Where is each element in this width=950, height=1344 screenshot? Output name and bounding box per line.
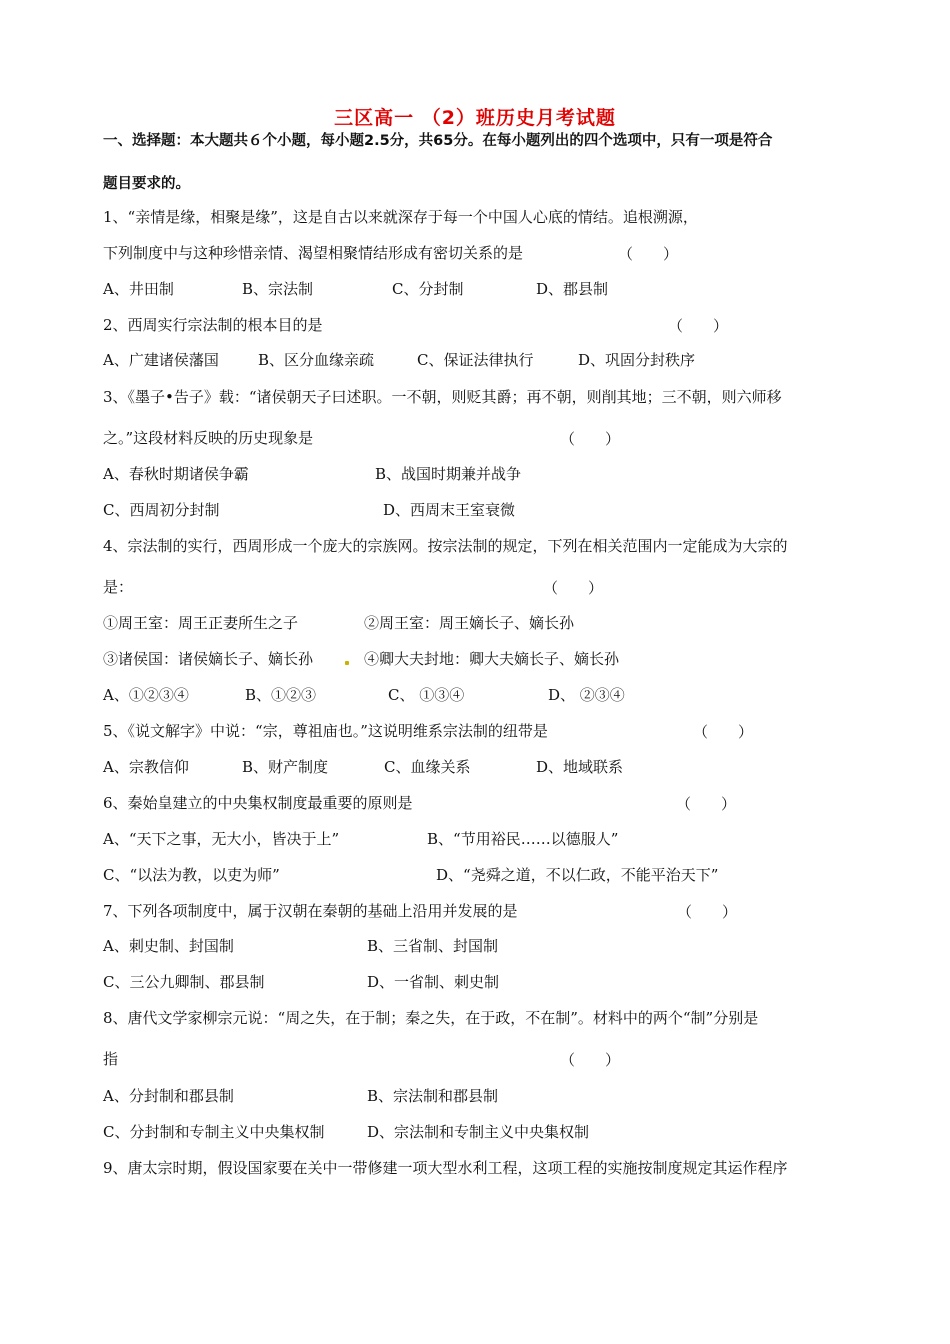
question-2-stem: 2、西周实行宗法制的根本目的是 — [103, 316, 323, 334]
option-7c: C、三公九卿制、郡县制 — [103, 973, 265, 991]
answer-blank-4: （ ） — [543, 579, 604, 597]
option-8c: C、分封制和专制主义中央集权制 — [103, 1123, 325, 1141]
option-8b: B、宗法制和郡县制 — [367, 1087, 499, 1105]
option-3b: B、战国时期兼并战争 — [375, 465, 522, 483]
option-7a: A、刺史制、封国制 — [103, 937, 234, 955]
question-8-stem-cont: 指 — [103, 1050, 119, 1068]
statement-3: ③诸侯国：诸侯嫡长子、嫡长孙 — [103, 650, 314, 668]
option-4d: D、 ②③④ — [548, 686, 625, 704]
question-8-stem: 8、唐代文学家柳宗元说：“周之失，在于制；秦之失，在于政，不在制”。材料中的两个“制”分别是 — [103, 1009, 759, 1027]
option-6d: D、“尧舜之道，不以仁政，不能平治天下” — [436, 866, 719, 884]
option-2c: C、保证法律执行 — [417, 351, 534, 369]
question-7-stem: 7、下列各项制度中，属于汉朝在秦朝的基础上沿用并发展的是 — [103, 902, 518, 920]
option-7b: B、三省制、封国制 — [367, 937, 499, 955]
stray-mark — [345, 661, 349, 665]
statement-2: ②周王室：周王嫡长子、嫡长孙 — [364, 614, 575, 632]
question-4-stem: 4、宗法制的实行，西周形成一个庞大的宗族网。按宗法制的规定，下列在相关范围内一定能成为大宗的 — [103, 537, 788, 555]
option-1a: A、井田制 — [103, 280, 174, 298]
question-4-stem-cont: 是： — [103, 578, 134, 596]
question-3-stem: 3、《墨子•告子》载：“诸侯朝天子曰述职。一不朝，则贬其爵；再不朝，则削其地；三不朝，则六师移 — [103, 388, 782, 406]
question-5-stem: 5、《说文解字》中说：“宗，尊祖庙也。”这说明维系宗法制的纽带是 — [103, 722, 548, 740]
answer-blank-2: （ ） — [668, 317, 729, 335]
question-3-stem-cont: 之。”这段材料反映的历史现象是 — [103, 429, 314, 447]
option-8d: D、宗法制和专制主义中央集权制 — [367, 1123, 590, 1141]
option-8a: A、分封制和郡县制 — [103, 1087, 234, 1105]
option-6c: C、“以法为教，以吏为师” — [103, 866, 280, 884]
option-2a: A、广建诸侯藩国 — [103, 351, 219, 369]
answer-blank-5: （ ） — [693, 723, 754, 741]
option-6b: B、“节用裕民……以德服人” — [427, 830, 619, 848]
statement-4: ④卿大夫封地：卿大夫嫡长子、嫡长孙 — [364, 650, 620, 668]
option-3d: D、西周末王室衰微 — [383, 501, 516, 519]
question-1-stem: 1、“亲情是缘，相聚是缘”，这是自古以来就深存于每一个中国人心底的情结。追根溯源， — [103, 208, 698, 226]
answer-blank-7: （ ） — [677, 903, 738, 921]
option-1b: B、宗法制 — [242, 280, 314, 298]
option-6a: A、“天下之事，无大小，皆决于上” — [103, 830, 340, 848]
question-6-stem: 6、秦始皇建立的中央集权制度最重要的原则是 — [103, 794, 413, 812]
answer-blank-3: （ ） — [560, 430, 621, 448]
option-4b: B、①②③ — [245, 686, 317, 704]
option-1d: D、郡县制 — [536, 280, 609, 298]
section-heading: 一、选择题：本大题共６个小题，每小题2.5分，共65分。在每小题列出的四个选项中，只有一项是符合 — [103, 133, 773, 149]
option-2d: D、巩固分封秩序 — [578, 351, 696, 369]
page-title: 三区高一 （2）班历史月考试题 — [334, 107, 616, 129]
option-3c: C、西周初分封制 — [103, 501, 220, 519]
option-4a: A、①②③④ — [103, 686, 189, 704]
option-5b: B、财产制度 — [242, 758, 329, 776]
answer-blank-1: （ ） — [618, 245, 679, 263]
answer-blank-6: （ ） — [676, 795, 737, 813]
question-1-stem-cont: 下列制度中与这种珍惜亲情、渴望相聚情结形成有密切关系的是 — [103, 244, 524, 262]
option-3a: A、春秋时期诸侯争霸 — [103, 465, 249, 483]
option-5c: C、血缘关系 — [384, 758, 471, 776]
option-2b: B、区分血缘亲疏 — [258, 351, 375, 369]
question-9-stem: 9、唐太宗时期，假设国家要在关中一带修建一项大型水利工程，这项工程的实施按制度规定其运作程序 — [103, 1159, 788, 1177]
option-5a: A、宗教信仰 — [103, 758, 189, 776]
option-7d: D、一省制、刺史制 — [367, 973, 500, 991]
option-1c: C、分封制 — [392, 280, 464, 298]
answer-blank-8: （ ） — [560, 1051, 621, 1069]
option-5d: D、地域联系 — [536, 758, 624, 776]
statement-1: ①周王室：周王正妻所生之子 — [103, 614, 299, 632]
section-heading-cont: 题目要求的。 — [103, 176, 190, 192]
option-4c: C、 ①③④ — [388, 686, 465, 704]
